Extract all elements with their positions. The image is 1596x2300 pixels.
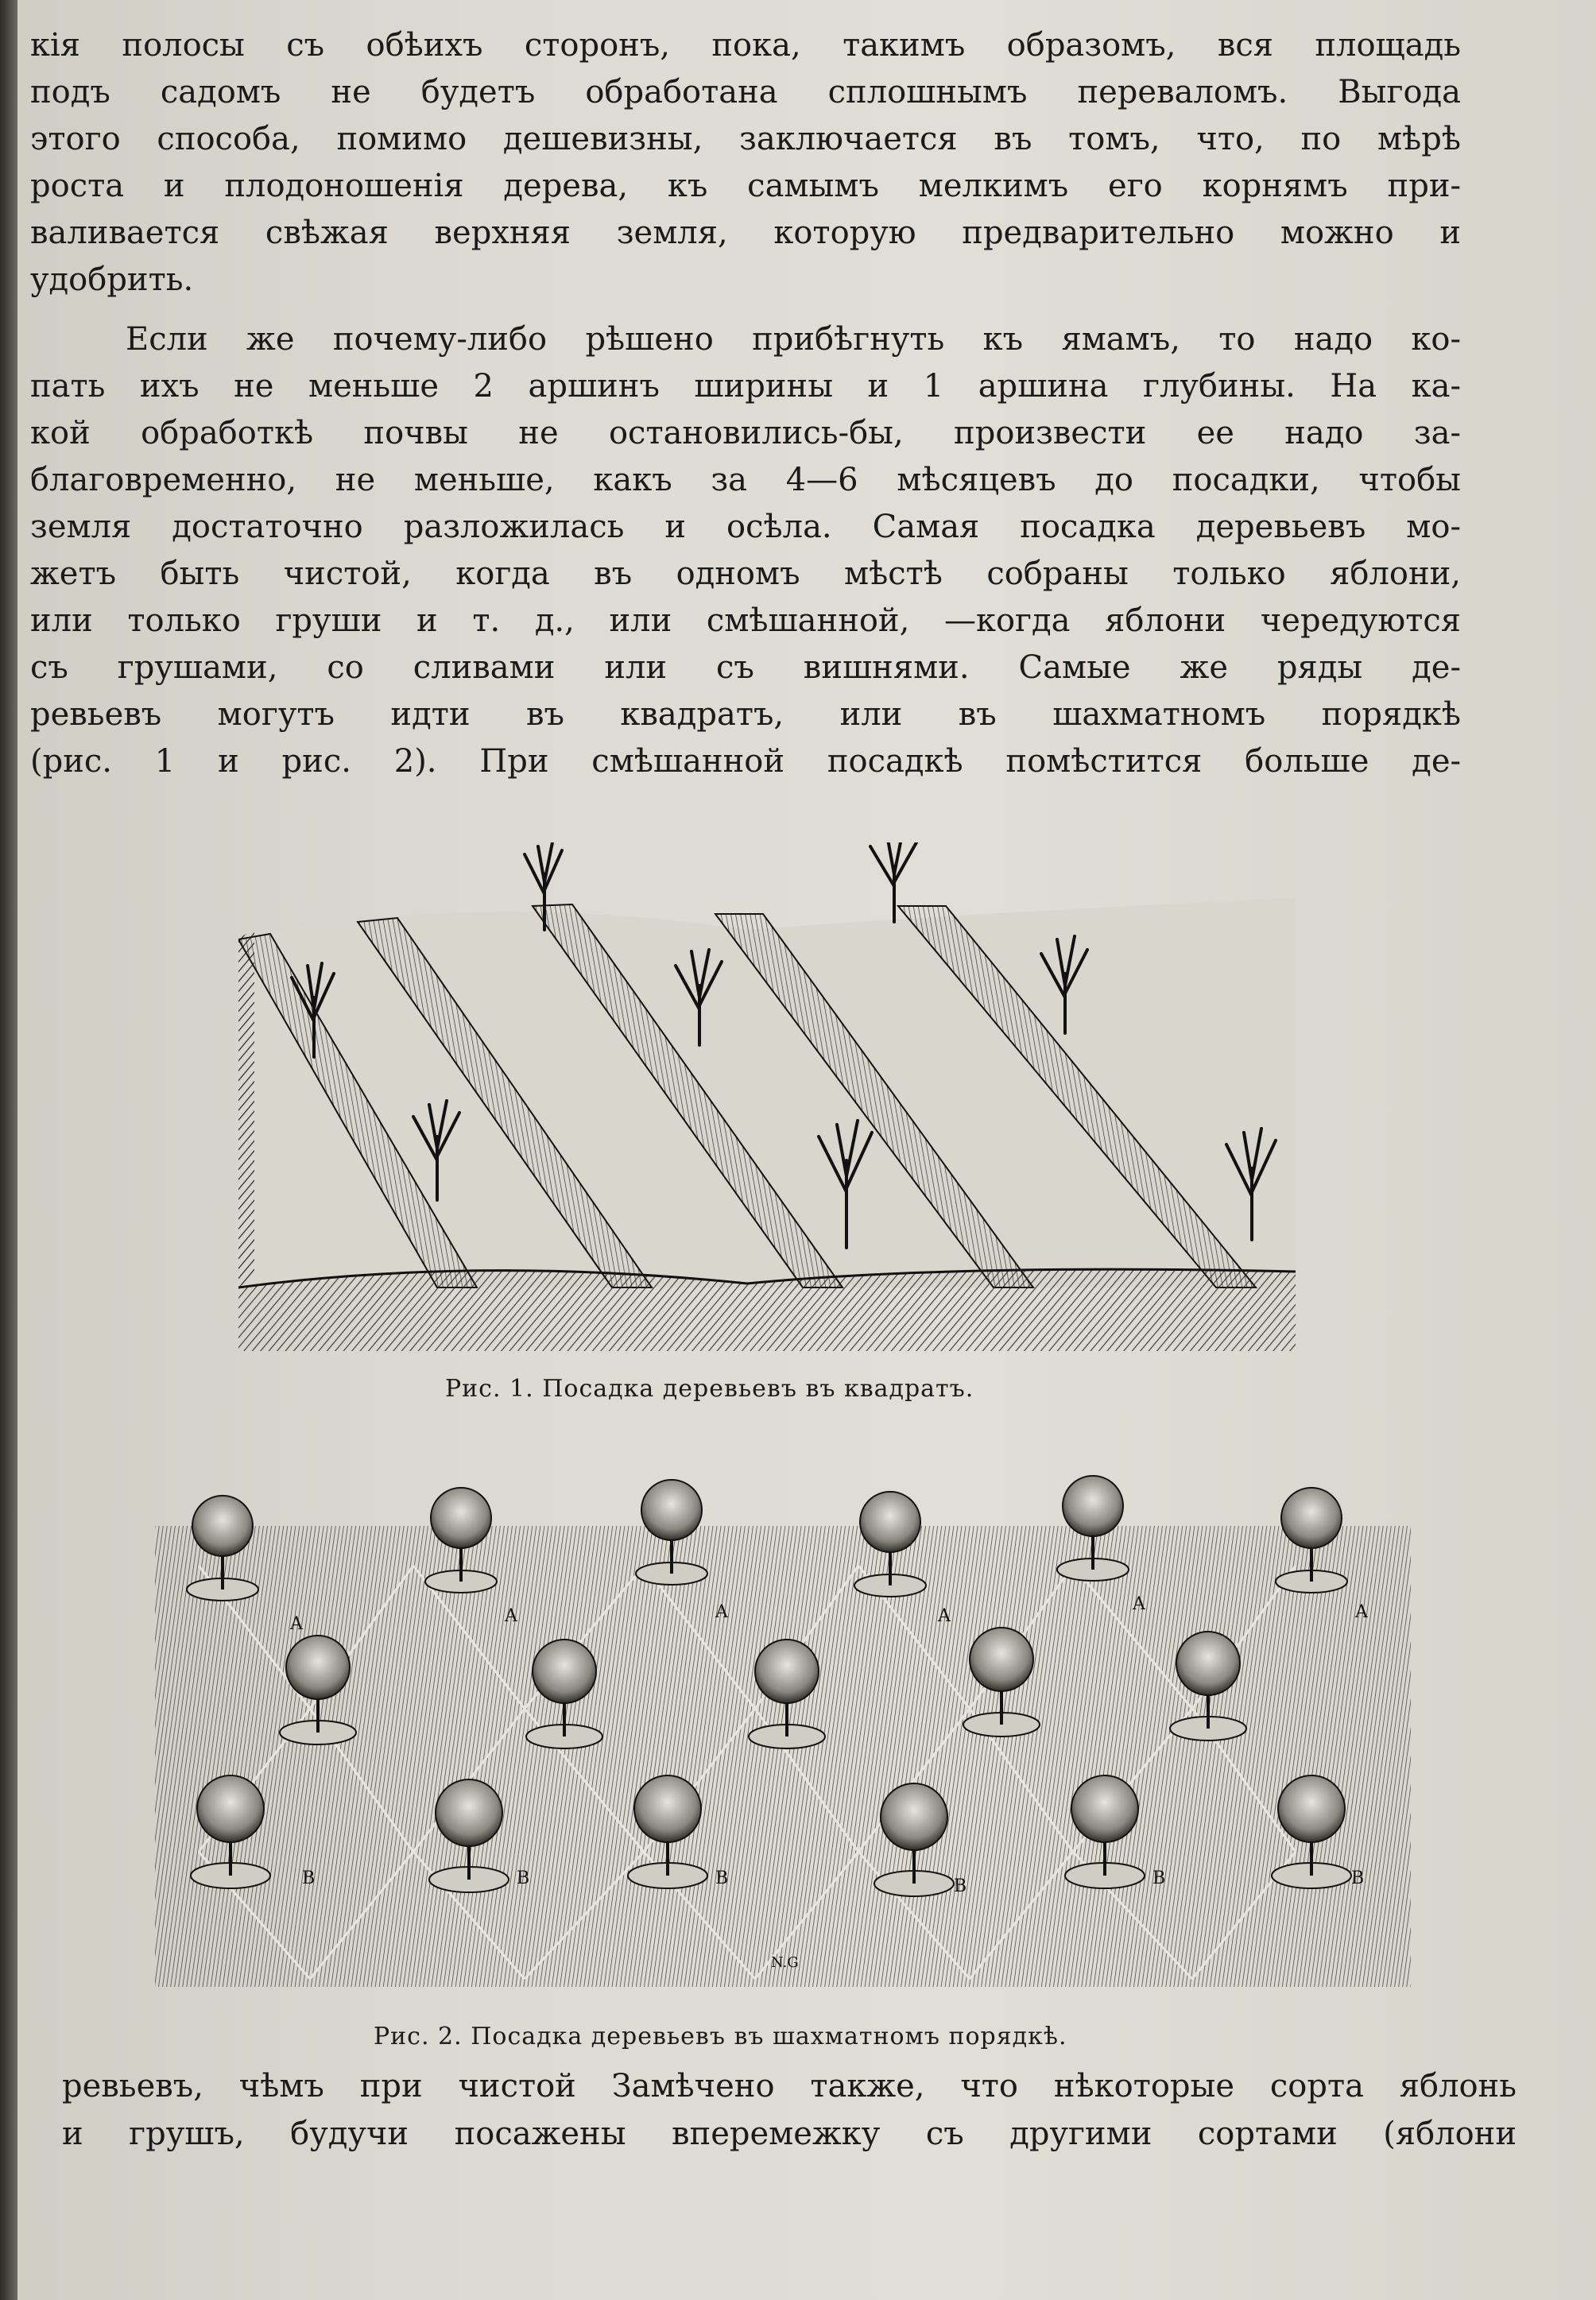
label-b: B xyxy=(1351,1868,1365,1888)
text-line: или только груши и т. д., или смѣшанной, —когда яблони чередуются xyxy=(30,602,1461,639)
label-a: A xyxy=(1355,1602,1368,1622)
text-line: роста и плодоношенія дерева, къ самымъ мелкимъ его корнямъ при- xyxy=(30,168,1461,204)
figure-1-caption: Рис. 1. Посадка деревьевъ въ квадратъ. xyxy=(445,1375,974,1403)
engraver-signature: N.G xyxy=(771,1954,799,1971)
label-a: A xyxy=(715,1602,728,1622)
figure-2-checkerboard-planting-illustration xyxy=(151,1438,1415,1995)
text-line: ревьевъ могутъ идти въ квадратъ, или въ шахматномъ порядкѣ xyxy=(30,696,1461,733)
figure-2-caption: Рис. 2. Посадка деревьевъ въ шахматномъ порядкѣ. xyxy=(374,2023,1067,2050)
label-b: B xyxy=(954,1876,967,1896)
text-line: валивается свѣжая верхняя земля, которую предварительно можно и xyxy=(30,215,1461,251)
text-line: (рис. 1 и рис. 2). При смѣшанной посадкѣ помѣстится больше де- xyxy=(30,743,1461,780)
label-a: A xyxy=(505,1606,517,1626)
paragraph-1 xyxy=(30,22,1461,304)
label-a: A xyxy=(938,1606,951,1626)
text-line: ревьевъ, чѣмъ при чистой Замѣчено также, что нѣкоторые сорта яблонь xyxy=(62,2068,1517,2104)
label-a: A xyxy=(1133,1594,1145,1614)
label-b: B xyxy=(1152,1868,1166,1888)
paragraph-3 xyxy=(62,2062,1517,2158)
text-line: кія полосы съ обѣихъ сторонъ, пока, такимъ образомъ, вся площадь xyxy=(30,27,1461,64)
paragraph-2 xyxy=(30,316,1461,785)
label-b: B xyxy=(715,1868,729,1888)
text-line: съ грушами, со сливами или съ вишнями. Самые же ряды де- xyxy=(30,649,1461,686)
figure-1-square-planting-illustration xyxy=(238,842,1296,1359)
text-line: пать ихъ не меньше 2 аршинъ ширины и 1 аршина глубины. На ка- xyxy=(30,368,1461,405)
text-line: жетъ быть чистой, когда въ одномъ мѣстѣ собраны только яблони, xyxy=(30,556,1461,592)
text-line: земля достаточно разложилась и осѣла. Самая посадка деревьевъ мо- xyxy=(30,509,1461,545)
text-line: подъ садомъ не будетъ обработана сплошнымъ переваломъ. Выгода xyxy=(30,74,1461,110)
text-line: Если же почему-либо рѣшено прибѣгнуть къ ямамъ, то надо ко- xyxy=(126,321,1461,358)
page-gutter-shadow xyxy=(0,0,17,2300)
label-b: B xyxy=(302,1868,316,1888)
text-line: и грушъ, будучи посажены вперемежку съ другими сортами (яблони xyxy=(62,2116,1517,2152)
label-a: A xyxy=(290,1614,303,1634)
text-line: благовременно, не меньше, какъ за 4—6 мѣсяцевъ до посадки, чтобы xyxy=(30,462,1461,498)
text-line: кой обработкѣ почвы не остановились-бы, произвести ее надо за- xyxy=(30,415,1461,451)
text-line: удобрить. xyxy=(30,261,194,298)
text-line: этого способа, помимо дешевизны, заключается въ томъ, что, по мѣрѣ xyxy=(30,121,1461,157)
label-b: B xyxy=(517,1868,530,1888)
